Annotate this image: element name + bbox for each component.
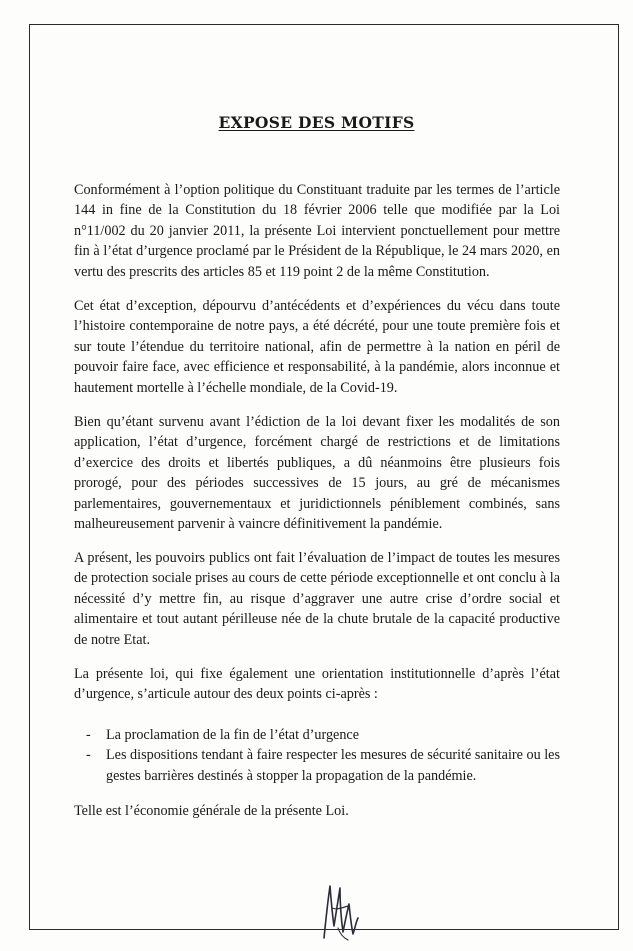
document-title: EXPOSE DES MOTIFS xyxy=(218,113,415,132)
paragraph-1: Conformément à l’option politique du Constituant traduite par les termes de l’article 144 in fine de la Constitution du 18 février 2006 telle que modifiée par la Loi n°11/002 du 20 janvier 2011, la présente Loi intervient ponctuellement pour mettre fin à l’état d’urgence proclamé par le Président de la République, le 24 mars 2020, en vertu des prescrits des articles 85 et 119 point 2 de la même Constitution. xyxy=(74,182,560,280)
bullet-text-1: La proclamation de la fin de l’état d’urgence xyxy=(106,727,360,743)
bullet-marker: - xyxy=(86,747,91,764)
paragraph-3: Bien qu’étant survenu avant l’édiction de la loi devant fixer les modalités de son application, l’état d’urgence, forcément chargé de restrictions et de limitations d’exercice des droits et libertés publiques, a dû néanmoins être plusieurs fois prorogé, pour des périodes successives de 15 jours, au gré de mécanismes parlementaires, gouvernementaux et juridictionnels péniblement combinés, sans malheureusement parvenir à vaincre définitivement la pandémie. xyxy=(74,414,560,533)
paragraph-2: Cet état d’exception, dépourvu d’antécédents et d’expériences du vécu dans toute l’histoire contemporaine de notre pays, a été décrété, pour une toute première fois et sur toute l’étendue du territoire national, afin de permettre à la nation en péril de pouvoir faire face, avec efficience et responsabilité, à la pandémie, alors inconnue et hautement mortelle à l’échelle mondiale, de la Covid-19. xyxy=(74,298,560,396)
closing-sentence: Telle est l’économie générale de la présente Loi. xyxy=(74,803,349,819)
paragraph-5: La présente loi, qui fixe également une orientation institutionnelle d’après l’état d’urgence, s’articule autour des deux points ci-après : xyxy=(74,666,560,703)
signature-icon xyxy=(318,878,362,944)
paragraph-4: A présent, les pouvoirs publics ont fait l’évaluation de l’impact de toutes les mesures de protection sociale prises au cours de cette période exceptionnelle et ont conclu à la nécessité d’y mettre fin, au risque d’aggraver une autre crise d’ordre social et alimentaire et tout autant périlleuse née de la chute brutale de la capacité productive de notre Etat. xyxy=(74,550,560,648)
bullet-marker: - xyxy=(86,727,91,743)
bullet-item-1 xyxy=(86,725,560,745)
bullet-list xyxy=(86,725,560,786)
bullet-text-2: Les dispositions tendant à faire respecter les mesures de sécurité sanitaire ou les gestes barrières destinés à stopper la propagation de la pandémie. xyxy=(106,747,560,784)
bullet-item-2 xyxy=(86,745,560,786)
